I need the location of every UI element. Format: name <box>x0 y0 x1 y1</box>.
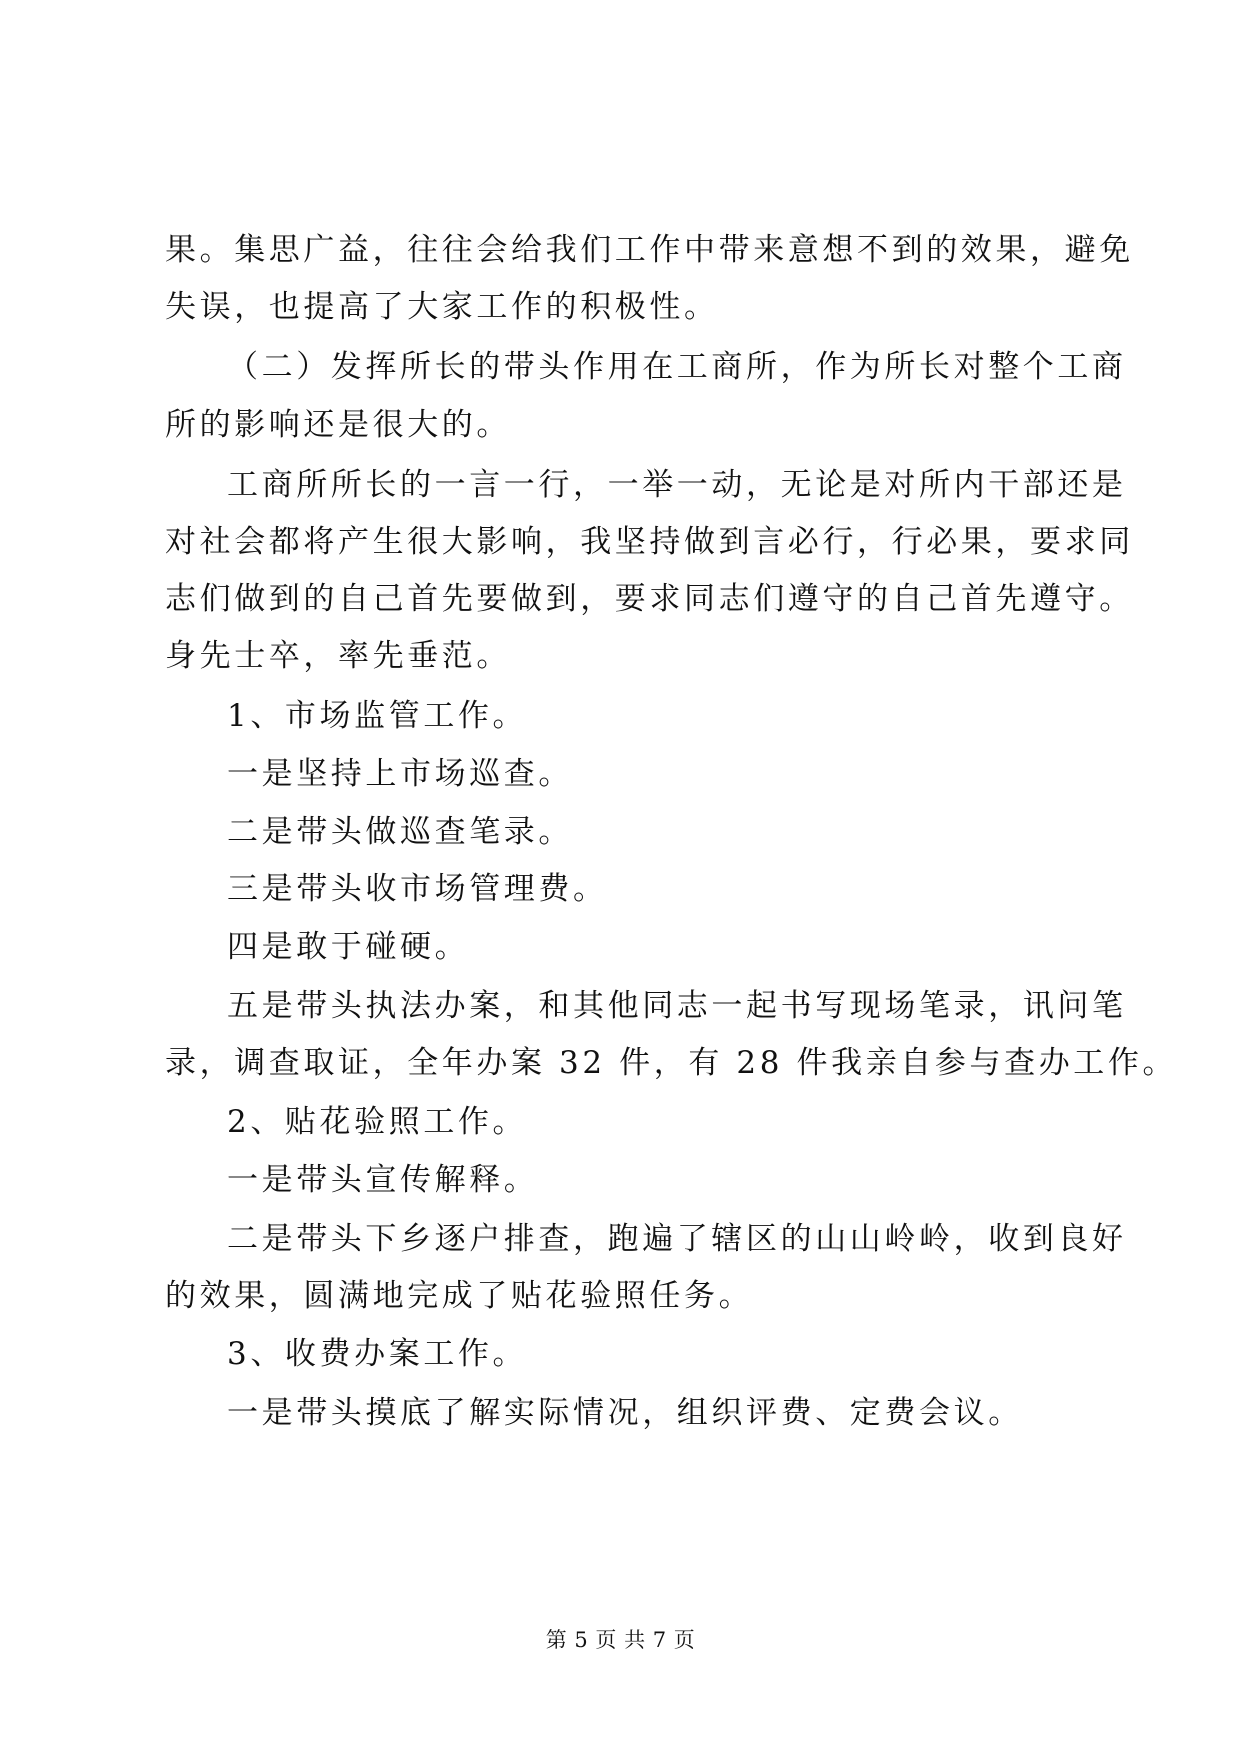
text-line: 录，调查取证，全年办案 32 件，有 28 件我亲自参与查办工作。 <box>165 1045 1178 1081</box>
text-line: 二是带头做巡查笔录。 <box>227 814 573 850</box>
text-line: 三是带头收市场管理费。 <box>227 871 608 907</box>
text-line: 1、市场监管工作。 <box>227 698 528 734</box>
text-line: 身先士卒，率先垂范。 <box>165 638 511 674</box>
page-number-footer: 第 5 页 共 7 页 <box>545 1628 696 1652</box>
text-line: 五是带头执法办案，和其他同志一起书写现场笔录，讯问笔 <box>227 988 1127 1024</box>
text-line: 3、收费办案工作。 <box>227 1336 528 1372</box>
text-line: 一是带头摸底了解实际情况，组织评费、定费会议。 <box>227 1395 1023 1431</box>
text-line: 二是带头下乡逐户排查，跑遍了辖区的山山岭岭，收到良好 <box>227 1221 1127 1257</box>
text-line: 对社会都将产生很大影响，我坚持做到言必行，行必果，要求同 <box>165 524 1134 560</box>
text-line: 一是带头宣传解释。 <box>227 1162 539 1198</box>
text-line: （二）发挥所长的带头作用在工商所，作为所长对整个工商 <box>227 349 1127 385</box>
text-line: 的效果，圆满地完成了贴花验照任务。 <box>165 1278 754 1314</box>
text-line: 失误，也提高了大家工作的积极性。 <box>165 289 719 325</box>
text-line: 四是敢于碰硬。 <box>227 929 470 965</box>
text-line: 2、贴花验照工作。 <box>227 1104 528 1140</box>
text-line: 志们做到的自己首先要做到，要求同志们遵守的自己首先遵守。 <box>165 581 1134 617</box>
text-line: 工商所所长的一言一行，一举一动，无论是对所内干部还是 <box>227 467 1127 503</box>
text-line: 果。集思广益，往往会给我们工作中带来意想不到的效果，避免 <box>165 232 1134 268</box>
text-line: 所的影响还是很大的。 <box>165 407 511 443</box>
text-line: 一是坚持上市场巡查。 <box>227 756 573 792</box>
